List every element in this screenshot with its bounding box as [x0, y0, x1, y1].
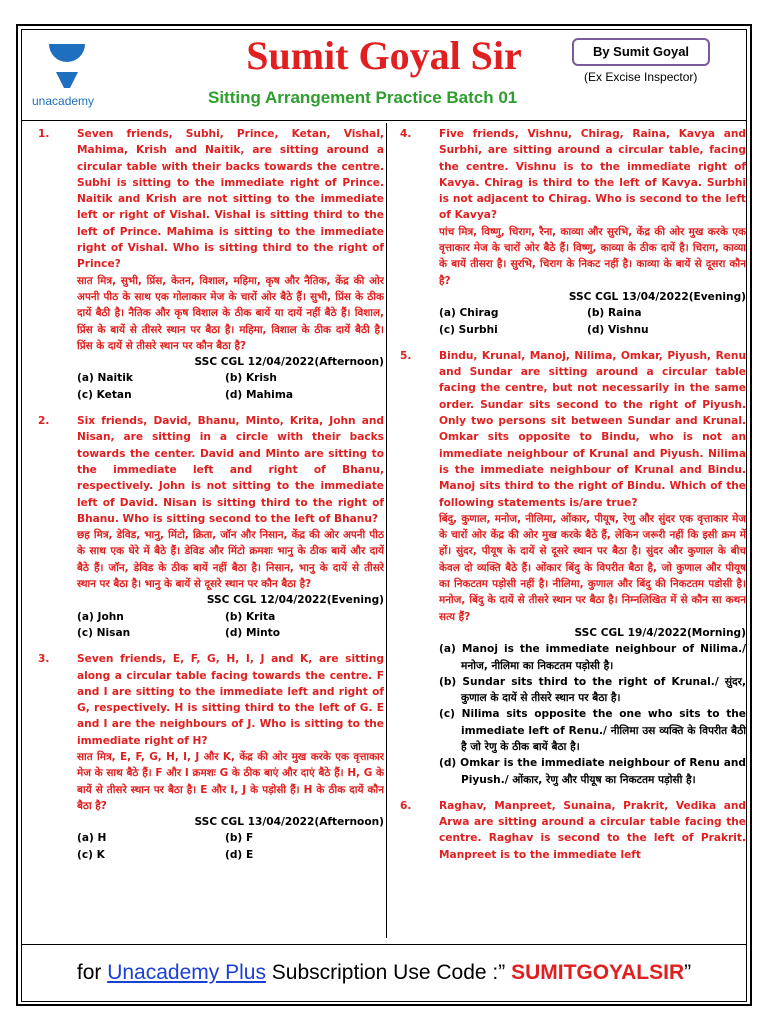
unacademy-plus-link[interactable]: Unacademy Plus	[107, 961, 266, 984]
question-english: Six friends, David, Bhanu, Minto, Krita, John and Nisan, are sitting in a circle with their backs towards the center. David and Minto are sitting to the immediate left and right of Bhanu, respectively. John is not sitting to the immediate left of David. Nisan is sitting third to the right of Bhanu. Who is sitting second to the left of Bhanu?	[77, 415, 384, 525]
options-grid	[77, 830, 384, 863]
option-a: (a) Naitik	[77, 372, 133, 385]
option-d: (d) Mahima	[225, 388, 294, 401]
right-column	[394, 126, 746, 873]
question-3	[32, 651, 384, 863]
option-b: (b) Krish	[225, 372, 277, 385]
option-b: (b) Krita	[225, 610, 276, 623]
option-c: (c) Surbhi	[439, 323, 498, 336]
left-column	[32, 126, 384, 873]
question-4	[394, 126, 746, 338]
question-number: 6.	[400, 799, 412, 812]
option-d: (d) E	[225, 848, 254, 861]
option-c: (c) Ketan	[77, 388, 132, 401]
page-subtitle: Sitting Arrangement Practice Batch 01	[208, 88, 518, 107]
author-badge: By Sumit Goyal	[572, 38, 710, 66]
option-b: (b) Raina	[587, 307, 642, 320]
question-hindi: सात मित्र, सुभी, प्रिंस, केतन, विशाल, महिमा, कृष और नैतिक, केंद्र की ओर अपनी पीठ के साथ एक गोलाकार मेज के चारों ओर बैठे हैं। सुभी, प्रिंस के ठीक दायें बैठी है। नैतिक और कृष विशाल के ठीक बायें या दायें नहीं बैठे हैं। विशाल, प्रिंस के बायें से तीसरे स्थान पर बैठा है। महिमा, विशाल के ठीक दायें बैठी है। प्रिंस के दायें से तीसरे स्थान पर कौन बैठा है?	[77, 274, 384, 352]
question-source: SSC CGL 12/04/2022(Evening)	[206, 594, 384, 607]
options-grid	[439, 305, 746, 338]
question-number: 4.	[400, 128, 412, 140]
option-d: (d) Minto	[225, 626, 281, 639]
statement-c: (c) Nilima sits opposite the one who sits to the immediate left of Renu./ नीलिमा उस व्यक्ति के विपरीत बैठी है जो रेणु के ठीक बायें बैठा है।	[439, 708, 746, 753]
footer-middle: Subscription Use Code :”	[265, 961, 512, 984]
footer-prefix: for	[76, 961, 108, 984]
question-number: 1.	[38, 128, 50, 140]
question-source: SSC CGL 12/04/2022(Afternoon)	[194, 356, 384, 369]
option-b: (b) F	[225, 832, 254, 845]
statement-b: (b) Sundar sits third to the right of Krunal./ सुंदर, कुणाल के दायें से तीसरे स्थान पर बैठा है।	[439, 675, 746, 705]
question-source: SSC CGL 19/4/2022(Morning)	[574, 626, 746, 639]
option-d: (d) Vishnu	[587, 323, 649, 336]
footer-banner	[22, 944, 746, 1001]
options-grid	[77, 370, 384, 403]
statement-d: (d) Omkar is the immediate neighbour of Renu and Piyush./ ओंकार, रेणु और पीयूष का निकटतम पड़ोसी है।	[439, 757, 746, 786]
option-a: (a) H	[77, 832, 107, 845]
statement-a: (a) Manoj is the immediate neighbour of Nilima./ मनोज, नीलिमा का निकटतम पड़ोसी है।	[439, 643, 746, 672]
header-divider	[22, 120, 746, 121]
author-designation: (Ex Excise Inspector)	[584, 70, 698, 84]
logo-text: unacademy	[32, 94, 95, 108]
question-5	[394, 348, 746, 788]
option-a: (a) John	[77, 610, 124, 623]
referral-code: SUMITGOYALSIR	[511, 961, 685, 984]
option-c: (c) Nisan	[77, 626, 131, 639]
question-source: SSC CGL 13/04/2022(Evening)	[568, 290, 746, 303]
question-english: Bindu, Krunal, Manoj, Nilima, Omkar, Piyush, Renu and Sundar are sitting around a circular table facing the centre, but not necessarily in the same order. Sundar sits second to the right of Piyush. Only two persons sit between Sundar and Krunal. Omkar sits opposite to Bindu, who is not an immediate neighbour of Krunal and Piyush. Nilima is the immediate neighbour of Krunal and Bindu. Manoj sits third to the right of Bindu. Which of the following statements is/are true?	[439, 349, 746, 509]
question-english: Raghav, Manpreet, Sunaina, Prakrit, Vedika and Arwa are sitting around a circular table facing the centre. Raghav is second to the left of Prakrit. Manpreet is to the immediate left	[439, 799, 746, 861]
option-c: (c) K	[77, 848, 105, 861]
question-english: Seven friends, E, F, G, H, I, J and K, are sitting along a circular table facing towards the centre. F and I are sitting to the immediate left and right of G, respectively. H is sitting third to the left of G. E and I are the neighbours of J. Who is sitting to the immediate right of H?	[77, 653, 384, 747]
question-english: Seven friends, Subhi, Prince, Ketan, Vishal, Mahima, Krish and Naitik, are sitting around a circular table with their backs towards the centre. Subhi is sitting to the immediate right of Prince. Naitik and Krish are not sitting to the immediate left or right of Vishal. Vishal is sitting third to the left of Prince. Mahima is sitting to the immediate right of Vishal. Who is sitting third to the right of Prince?	[77, 128, 384, 271]
question-1	[32, 126, 384, 403]
question-number: 5.	[400, 349, 412, 362]
options-grid	[77, 609, 384, 642]
question-2	[32, 413, 384, 641]
question-number: 2.	[38, 415, 50, 428]
question-hindi: सात मित्र, E, F, G, H, I, J और K, केंद्र की ओर मुख करके एक वृत्ताकार मेज के साथ बैठे हैं। F और I क्रमशः G के ठीक बाएं और दाएं बैठे हैं। H, G के बायें से तीसरे स्थान पर बैठा है। E और I, J के पड़ोसी हैं। H के ठीक दायें कौन बैठा है?	[77, 750, 384, 812]
question-source: SSC CGL 13/04/2022(Afternoon)	[194, 816, 384, 829]
question-number: 3.	[38, 653, 50, 666]
footer-suffix: ”	[684, 961, 692, 984]
column-divider	[386, 123, 387, 938]
question-english: Five friends, Vishnu, Chirag, Raina, Kavya and Surbhi, are sitting around a circular table, facing the centre. Vishnu is to the immediate right of Kavya. Chirag is third to the left of Kavya. Surbhi is not adjacent to Chirag. Who is second to the left of Kavya?	[439, 128, 746, 222]
question-hindi: बिंदु, कुणाल, मनोज, नीलिमा, ओंकार, पीयूष, रेणु और सुंदर एक वृत्ताकार मेज के चारों ओर केंद्र की ओर मुख करके बैठे हैं, लेकिन जरूरी नहीं कि इसी क्रम में हों। सुंदर, पीयूष के दायें से दूसरे स्थान पर बैठा है। सुंदर और कुणाल के बीच केवल दो व्यक्ति बैठे हैं। ओंकार बिंदु के विपरीत बैठा है, जो कुणाल और पीयूष का निकटतम पड़ोसी नहीं है। नीलिमा, कुणाल और बिंदु की निकटतम पडोसी है। मनोज, बिंदु के दायें से तीसरे स्थान पर बैठा है। निम्नलिखित में से कौन सा कथन सत्य हैं?	[439, 512, 746, 623]
page-title: Sumit Goyal Sir	[246, 33, 522, 78]
option-a: (a) Chirag	[439, 307, 499, 320]
header	[22, 30, 746, 116]
question-6	[394, 798, 746, 863]
question-hindi: छह मित्र, डेविड, भानु, मिंटो, क्रिता, जॉन और निसान, केंद्र की ओर अपनी पीठ के साथ एक घेरे में बैठे हैं। डेविड और मिंटो क्रमशः भानु के ठीक बायें और दायें बैठे हैं। जॉन, डेविड के ठीक बायें नहीं बैठा है। निसान, भानु के दायें से तीसरे स्थान पर बैठा है। भानु के बायें से दूसरे स्थान पर कौन बैठा है?	[77, 529, 384, 591]
question-hindi: पांच मित्र, विष्णु, चिराग, रैना, काव्या और सुरभि, केंद्र की ओर मुख करके एक वृत्ताकार मेज के चारों ओर बैठे हैं। विष्णु, काव्या के ठीक दायें है। चिराग, काव्या के बायें तीसरा है। सुरभि, चिराग के निकट नहीं है। काव्या के बायें से दूसरा कौन है?	[439, 225, 746, 287]
